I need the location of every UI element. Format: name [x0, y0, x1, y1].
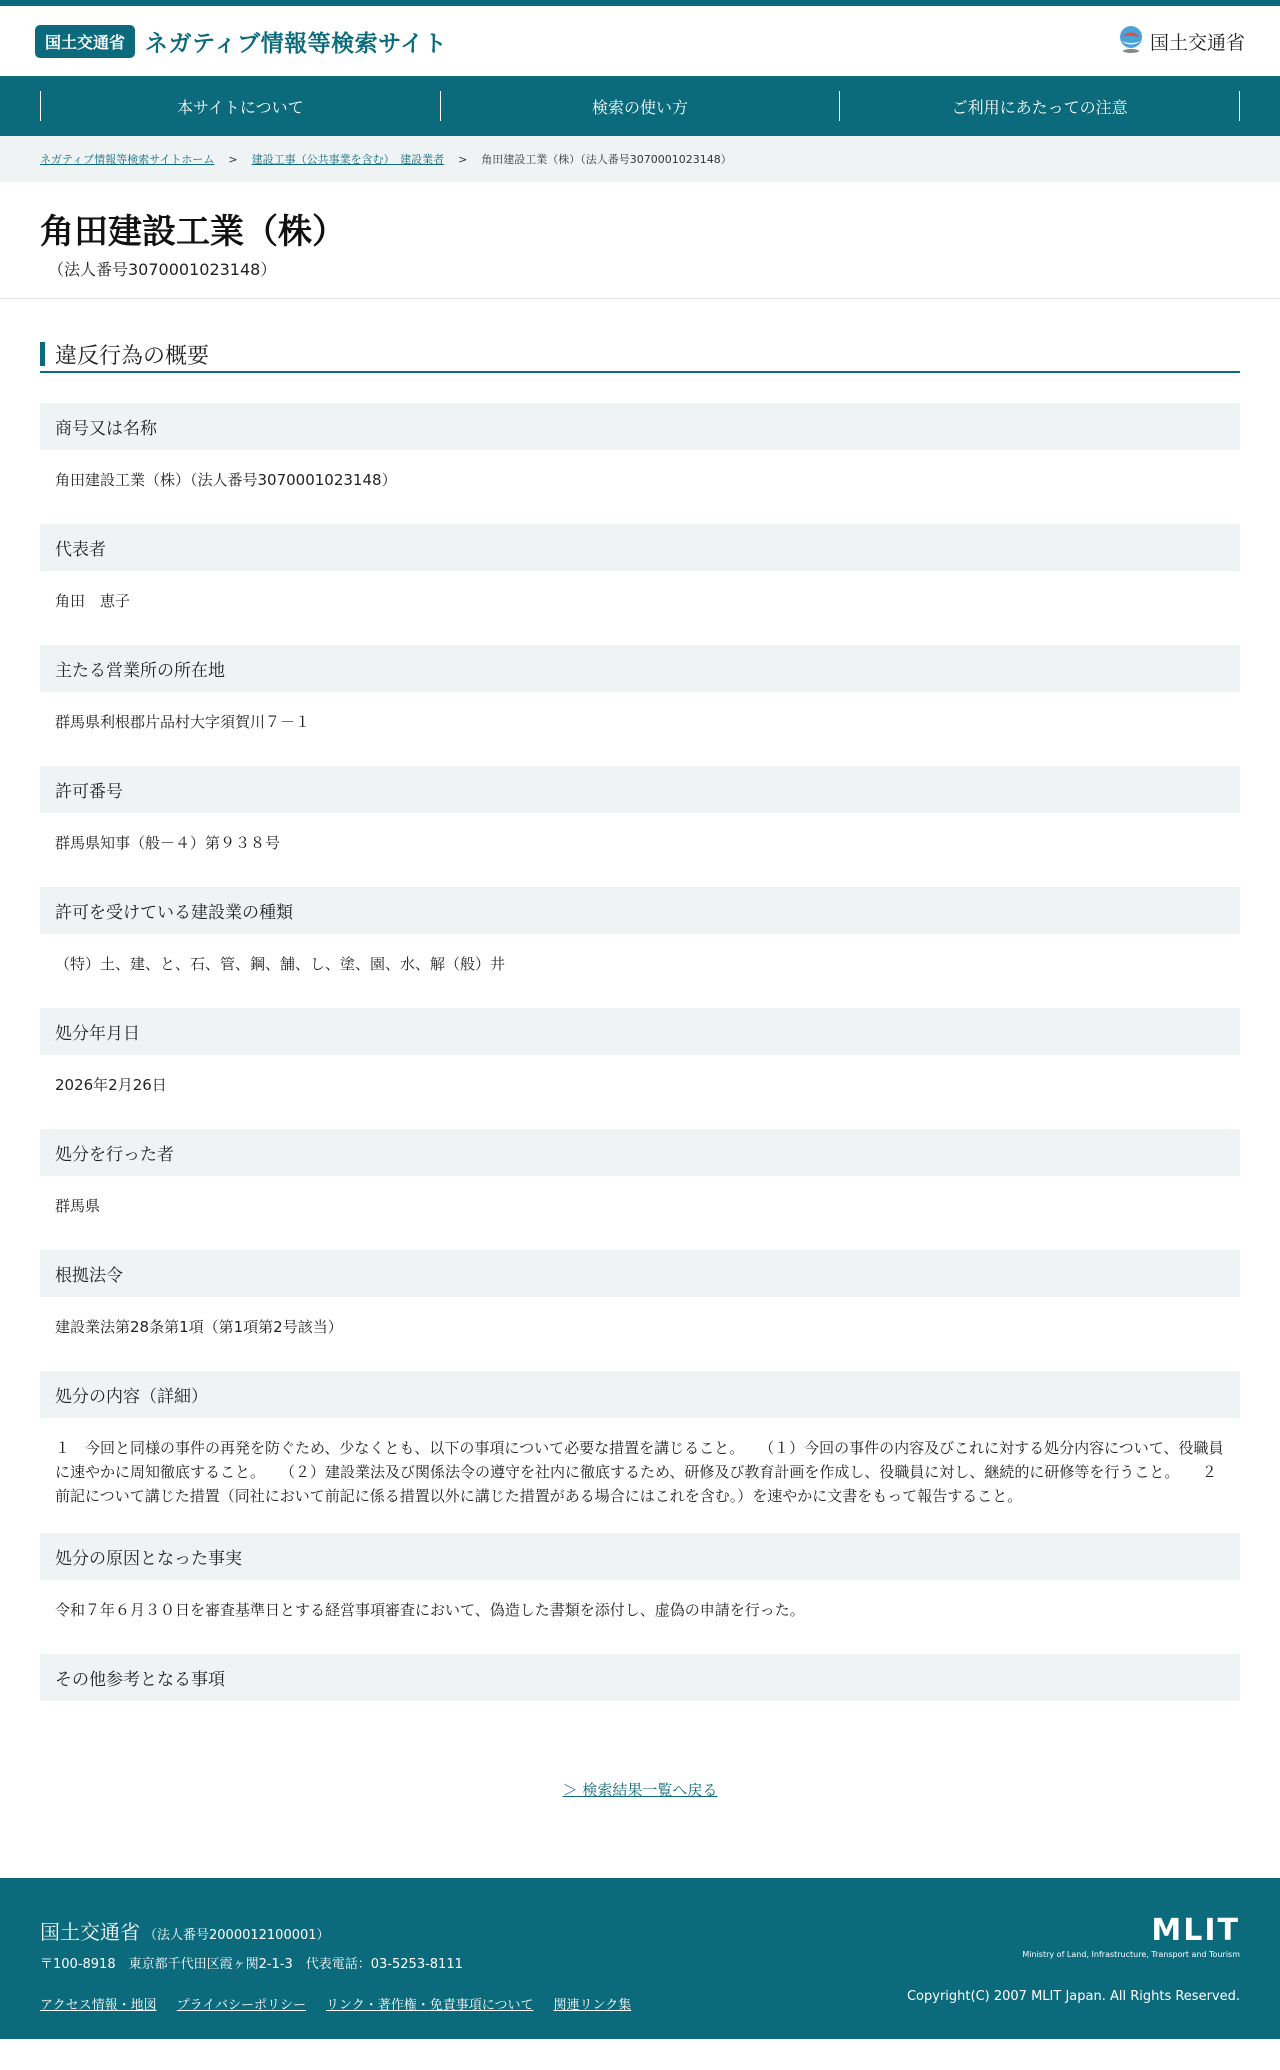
global-nav [0, 76, 1280, 136]
breadcrumb-separator: > [458, 152, 468, 166]
site-title[interactable]: ネガティブ情報等検索サイト [145, 30, 448, 57]
footer-right [906, 1913, 1240, 2019]
site-header [0, 6, 1280, 76]
mlit-logo-word: MLIT [1151, 1913, 1240, 1948]
breadcrumb-current: 角田建設工業（株）（法人番号3070001023148） [481, 153, 732, 166]
field-value-disposition-date: 2026年2月26日 [55, 1076, 167, 1094]
mlit-logo-subtitle: Ministry of Land, Infrastructure, Transport and Tourism [1022, 1950, 1240, 1959]
field-value-trade-name: 角田建設工業（株）（法人番号3070001023148） [55, 471, 397, 489]
back-to-results-link[interactable]: ＞ 検索結果一覧へ戻る [562, 1781, 718, 1799]
footer-link-related[interactable]: 関連リンク集 [553, 1998, 632, 2013]
field-label-disposer: 処分を行った者 [40, 1129, 1240, 1176]
breadcrumb [0, 136, 1280, 182]
field-value-legal-basis: 建設業法第28条第1項（第1項第2号該当） [55, 1318, 343, 1336]
footer-links [40, 1994, 631, 2013]
nav-about[interactable]: 本サイトについて [40, 91, 440, 121]
ministry-logo-text: 国土交通省 [1149, 31, 1245, 54]
field-label-business-types: 許可を受けている建設業の種類 [40, 887, 1240, 934]
footer-info [40, 1916, 631, 2019]
copyright: Copyright(C) 2007 MLIT Japan. All Rights Reserved. [906, 1989, 1240, 2004]
field-label-trade-name: 商号又は名称 [40, 403, 1240, 450]
field-label-representative: 代表者 [40, 524, 1240, 571]
field-label-legal-basis: 根拠法令 [40, 1250, 1240, 1297]
company-title-block [0, 182, 1280, 299]
footer-link-access[interactable]: アクセス情報・地図 [40, 1998, 157, 2013]
breadcrumb-separator: > [228, 152, 238, 166]
field-value-disposer: 群馬県 [55, 1197, 101, 1215]
field-label-other-notes: その他参考となる事項 [40, 1654, 1240, 1701]
section-heading-text: 違反行為の概要 [55, 343, 210, 369]
heading-accent-bar [40, 342, 45, 366]
corporate-number: （法人番号3070001023148） [48, 260, 277, 279]
field-value-representative: 角田 恵子 [55, 592, 131, 610]
footer-link-privacy[interactable]: プライバシーポリシー [176, 1998, 306, 2013]
nav-usage-notes[interactable]: ご利用にあたっての注意 [839, 91, 1240, 121]
footer-org [40, 1916, 631, 1945]
field-label-disposition-date: 処分年月日 [40, 1008, 1240, 1055]
ministry-badge: 国土交通省 [35, 25, 135, 58]
field-label-disposition-details: 処分の内容（詳細） [40, 1371, 1240, 1418]
field-label-address: 主たる営業所の所在地 [40, 645, 1240, 692]
detail-list [40, 403, 1240, 1701]
field-value-cause-facts: 令和７年６月３０日を審査基準日とする経営事項審査において、偽造した書類を添付し、虚偽の申請を行った。 [55, 1601, 805, 1619]
footer-link-copyright[interactable]: リンク・著作権・免責事項について [325, 1998, 534, 2013]
field-value-business-types: （特）土、建、と、石、管、鋼、舗、し、塗、園、水、解（般）井 [55, 955, 506, 973]
back-link-wrap [40, 1779, 1240, 1800]
ministry-emblem-icon [1118, 24, 1144, 58]
field-label-cause-facts: 処分の原因となった事実 [40, 1533, 1240, 1580]
field-value-address: 群馬県利根郡片品村大字須賀川７－１ [55, 713, 311, 731]
field-label-license-number: 許可番号 [40, 766, 1240, 813]
nav-how-to-search[interactable]: 検索の使い方 [440, 91, 840, 121]
section-heading [40, 337, 1240, 373]
ministry-logo[interactable] [1118, 24, 1245, 58]
field-value-license-number: 群馬県知事（般－４）第９３８号 [55, 834, 281, 852]
violation-summary-section [0, 299, 1280, 1800]
footer-org-name: 国土交通省 [40, 1920, 140, 1944]
site-brand[interactable] [35, 25, 447, 58]
site-footer [0, 1878, 1280, 2039]
field-value-disposition-details: １ 今回と同様の事件の再発を防ぐため、少なくとも、以下の事項について必要な措置を講じること。 （１）今回の事件の内容及びこれに対する処分内容について、役職員に速やかに周知徹底すること。 （２）建設業法及び関係法令の遵守を社内に徹底するため、研修及び教育計画を作成し、役職員に対し、継続的に研修等を行うこと。 ２ 前記について講じた措置（同社において前記に係る措置以外に講じた措置がある場合にはこれを含む。）を速やかに文書をもって報告すること。 [55, 1439, 1232, 1505]
page-title: 角田建設工業（株） [40, 212, 346, 252]
breadcrumb-home-link[interactable]: ネガティブ情報等検索サイトホーム [40, 153, 215, 166]
breadcrumb-category-link[interactable]: 建設工事（公共事業を含む） 建設業者 [251, 153, 445, 166]
footer-address: 〒100-8918 東京都千代田区霞ヶ関2-1-3 代表電話：03-5253-8111 [40, 1957, 463, 1972]
footer-org-number: （法人番号2000012100001） [144, 1928, 330, 1943]
